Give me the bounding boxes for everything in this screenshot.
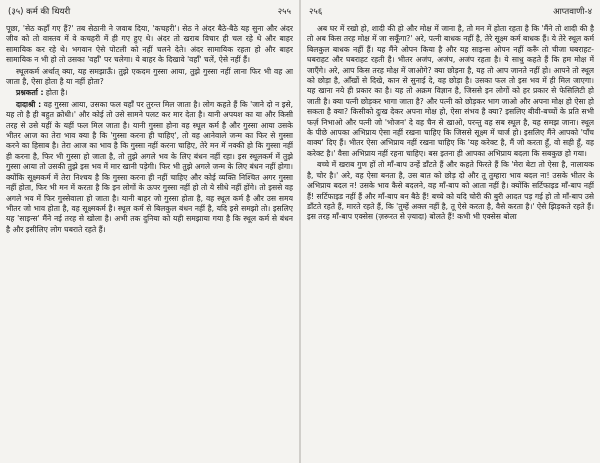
right-page-number: २५६ (309, 7, 323, 17)
paragraph: स्थूलकर्म अर्थात् क्या, यह समझाऊँ। तुझे एकदम गुस्सा आया, तुझे गुस्सा नहीं लाना फिर भी वह आ जाता है, ऐसा होता है या नहीं होता? (6, 66, 293, 87)
left-running-title: (३५) कर्म की थियरी (8, 7, 71, 17)
left-page (0, 0, 299, 463)
paragraph: पूछा, 'सेठ कहाँ गए हैं?' तब सेठानी ने जवाब दिया, 'कचहरी'। सेठ ने अंदर बैठे-बैठे यह सुना और अंदर जीव को तो वास्तव में वे कचहरी में ही गए हुए थे। अंदर तो खराब विचार ही चल रहे थे और बाहर सामायिक कर रहे थे। भगवान ऐसे पोटली को नहीं चलने देते। अंदर सामायिक रहता हो और बाहर सामायिक न भी हो तो उसका 'वहाँ' पर चलेगा। ये बाहर के दिखावे 'वहाँ' चलें, ऐसे नहीं हैं। (6, 24, 293, 65)
paragraph: दादाश्री : वह गुस्सा आया, उसका फल यहाँ पर तुरन्त मिल जाता है। लोग कहते हैं कि 'जाने दो न इसे, यह तो है ही बहुत क्रोधी।' और कोई तो उसे सामने पलट कर मार देता है। यानी अपयश का या और किसी तरह से उसे यहीं के यहीं फल मिल जाता है। यानी गुस्सा होना वह स्थूल कर्म है और गुस्सा आया उसके भीतर आज का तेरा भाव क्या है कि 'गुस्सा करना ही चाहिए', तो वह आनेवाले जन्म का फिर से गुस्सा करने का हिसाब है। तेरा आज का भाव है कि गुस्सा नहीं करना चाहिए, तेरे मन में नक्की हो कि गुस्सा नहीं ही करना है, फिर भी गुस्सा हो जाता है, तो तुझे अगले भव के लिए बंधन नहीं रहा। इस स्थूलकर्म में तुझे गुस्सा आया तो उसकी तुझे इस भव में मार खानी पड़ेगी। फिर भी तुझे अगले जन्म के लिए बंधन नहीं होगा। क्योंकि सूक्ष्मकर्म में तेरा निश्चय है कि गुस्सा करना ही नहीं चाहिए और कोई व्यक्ति निश्चित अगर गुस्सा नहीं होता, फिर भी मन में करता है कि इन लोगों के ऊपर गुस्सा नहीं हो तो ये सीधे नहीं होंगे। तो इससे वह अगले भव में फिर गुस्सेवाला हो जाता है। यानी बाहर जो गुस्सा होता है, वह स्थूल कर्म है और उस समय भीतर जो भाव होता है, वह सूक्ष्मकर्म है। स्थूल कर्म से बिलकुल बंधन नहीं है, यदि इसे समझो तो। इसलिए यह 'साइन्स' मैंने नई तरह से खोला है। अभी तक दुनिया को यही समझाया गया है कि स्थूल कर्म से बंधन है और इसीलिए लोग घबराते रहते हैं। (6, 99, 293, 234)
right-running-title: आप्तवाणी-४ (553, 7, 592, 17)
right-page-header (309, 5, 592, 19)
paragraph: प्रश्नकर्ता : होता है। (16, 88, 68, 98)
speaker-label: प्रश्नकर्ता : (16, 88, 44, 98)
right-page (301, 0, 600, 463)
left-page-number: २५५ (277, 7, 291, 17)
paragraph: अब घर में रखो हो, शादी की हो और मोक्ष में जाना है, तो मन में होता रहता है कि 'मैंने तो शादी की है तो अब किस तरह मोक्ष में जा सकूँगा?' अरे, पत्नी बाधक नहीं है, तेरे सूक्ष्म कर्म बाधक हैं। ये तेरे स्थूल कर्म बिलकुल बाधक नहीं हैं। यह मैंने ओपन किया है और यह साइन्स ओपन नहीं करूँ तो चीजा घबराहट-घबराहट और घबराहट रहती है। भीतर अजंप, अजंप, अजंप रहता है। ये साधु कहते हैं कि हम मोक्ष में जाएँगे। अरे, आप किस तरह मोक्ष में जाओगे? क्या छोड़ना है, यह तो आप जानते नहीं हो। आपने तो स्थूल को छोड़ा है, आँखों से दिखे, कान से सुनाई दे, वह छोड़ा है। उसका फल तो इस भव में ही मिल जाएगा। यह खाना नये ही प्रकार का है। यह तो अक्रम विज्ञान है, जिससे इन लोगों को हर प्रकार से फेसिलिटी हो जाती है। क्या पत्नी छोड़कर भागा जाता है? और पत्नी को छोड़कर भाग जाओ और अपना मोक्ष हो ऐसा हो सकता है क्या? किसीको दुःख देकर अपना मोक्ष हो, ऐसा संभव है क्या? इसलिए बीवी-बच्चों के प्रति सभी फर्ज़ निभाओ और पत्नी जो 'भोजन' दे वह चैन से खाओ, परन्तु वह सब स्थूल है, यह समझ जाना। स्थूल के पीछे आपका अभिप्राय ऐसा नहीं रखना चाहिए कि जिससे सूक्ष्म में चार्ज हो। इसलिए मैंने आपको 'पाँच वाक्य' दिए हैं। भीतर ऐसा अभिप्राय नहीं रखना चाहिए कि 'यह करेक्ट है, मैं जो करता हूँ, वो सही हूँ, वह करेक्ट है।' वैसा अभिप्राय नहीं रहना चाहिए। बस इतना ही आपका अभिप्राय बदला कि सबकुछ हो गया। (307, 24, 594, 158)
left-page-header (8, 5, 291, 19)
speaker-label: दादाश्री : (16, 99, 42, 109)
right-page-body (307, 24, 594, 461)
left-page-body (6, 24, 293, 461)
paragraph: बच्चे में खराब गुण हों तो माँ-बाप उन्हें डाँटते हैं और कहते फिरते हैं कि 'मेरा बेटा तो ऐसा है, नालायक है, चोर है।' अरे, वह ऐसा बनता है, उस बात को छोड़ दो और तू तुम्हारा भाव बदल ना! उसके भीतर के अभिप्राय बदल न! उसके भाव कैसे बदलने, वह माँ-बाप को आता नहीं है। क्योंकि सर्टिफाइड माँ-बाप नहीं हैं! सर्टिफाइड नहीं हैं और माँ-बाप बन बैठे हैं! बच्चे को यदि चोरी की बुरी आदत पड़ गई हो तो माँ-बाप उसे डाँटते रहते हैं, मारते रहते हैं, कि 'तुम्हें अक्ल नहीं है, तू ऐसे करता है, वैसे करता है।' ऐसे झिड़कते रहते हैं। इस तरह माँ-बाप एक्सेस (ज़रूरत से ज़्यादा) बोलते हैं! कभी भी एक्सेस बोला (307, 160, 594, 222)
